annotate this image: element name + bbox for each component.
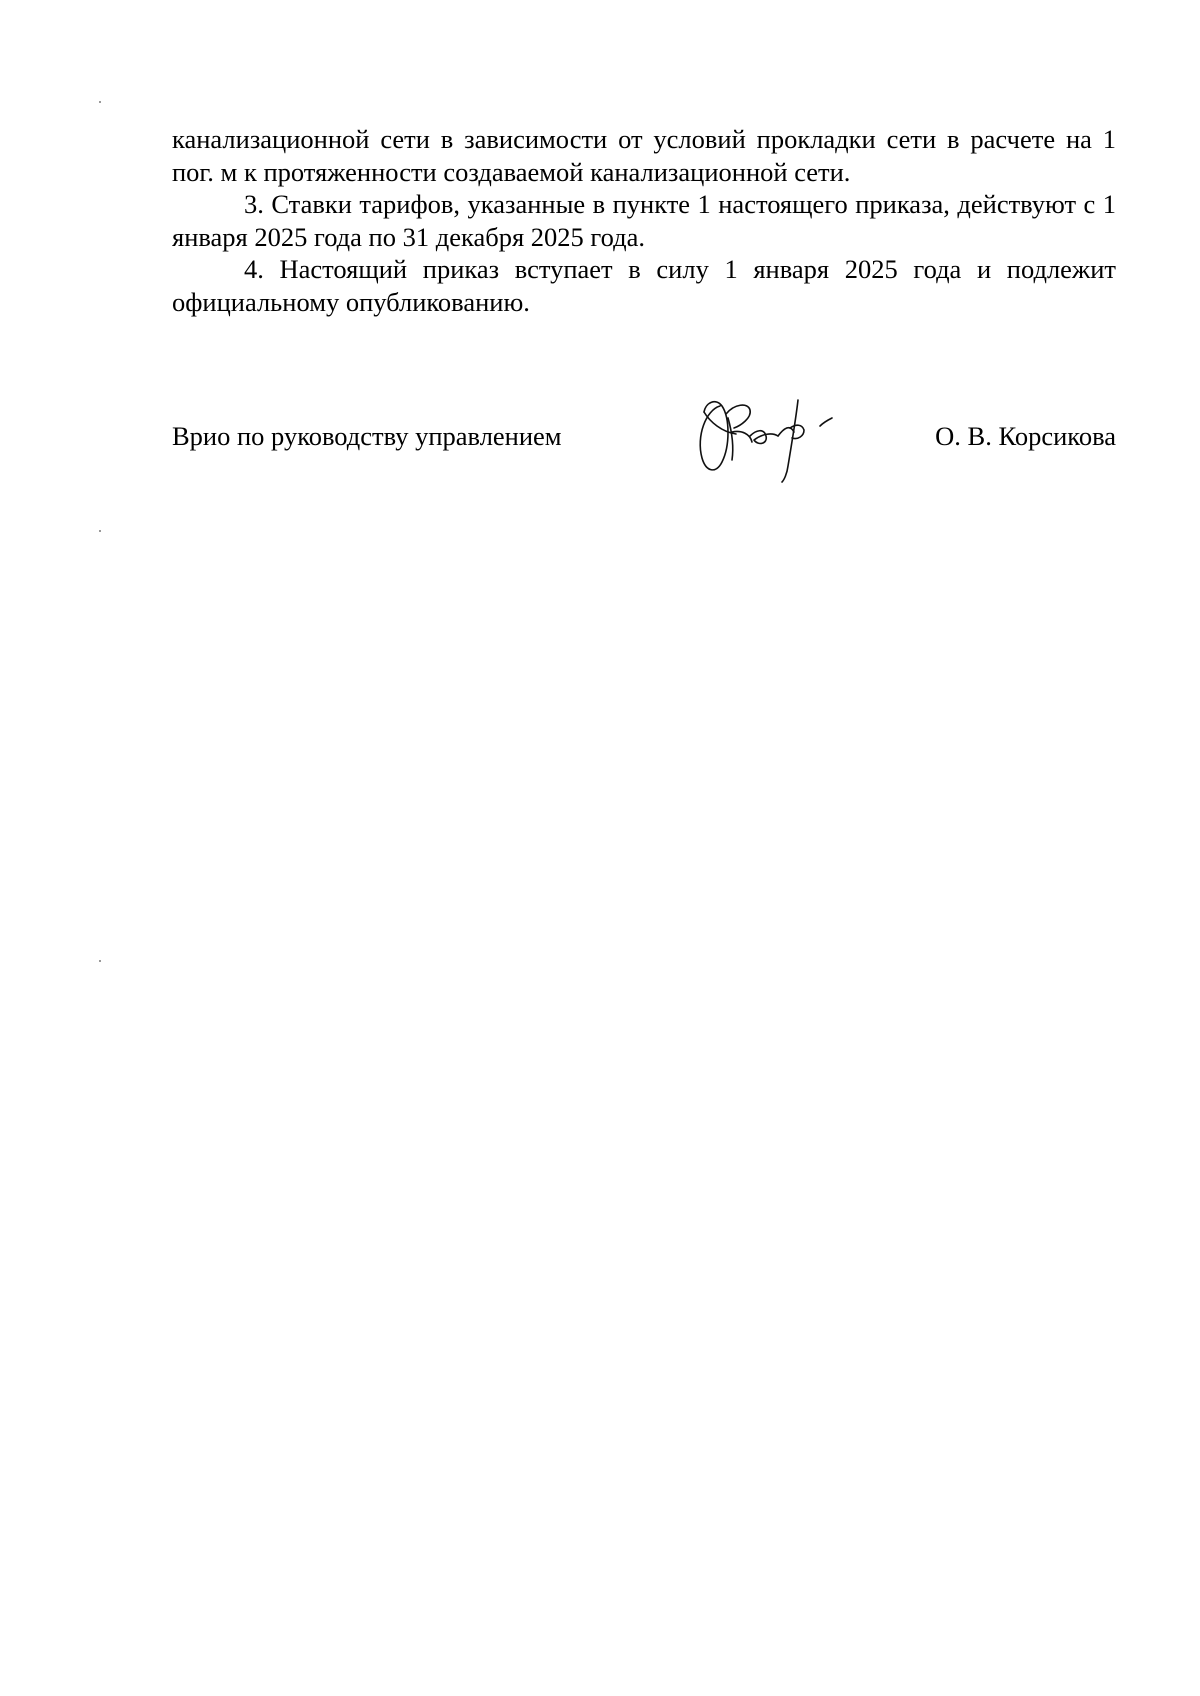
paragraph-continuation: канализационной сети в зависимости от условий прокладки сети в расчете на 1 пог. м к протяженности создаваемой канализационной сети. bbox=[172, 124, 1116, 187]
binding-mark-middle bbox=[99, 530, 101, 532]
binding-mark-top bbox=[99, 101, 101, 103]
paragraph-item-4: 4. Настоящий приказ вступает в силу 1 января 2025 года и подлежит официальному опубликованию. bbox=[172, 254, 1116, 317]
signer-position: Врио по руководству управлением bbox=[172, 421, 562, 451]
paragraph-item-3: 3. Ставки тарифов, указанные в пункте 1 настоящего приказа, действуют с 1 января 2025 года по 31 декабря 2025 года. bbox=[172, 189, 1116, 252]
signer-name: О. В. Корсикова bbox=[935, 421, 1116, 451]
handwritten-signature bbox=[692, 388, 842, 488]
document-body bbox=[172, 123, 1116, 318]
signature-block bbox=[172, 420, 1116, 460]
binding-mark-bottom bbox=[99, 960, 101, 962]
